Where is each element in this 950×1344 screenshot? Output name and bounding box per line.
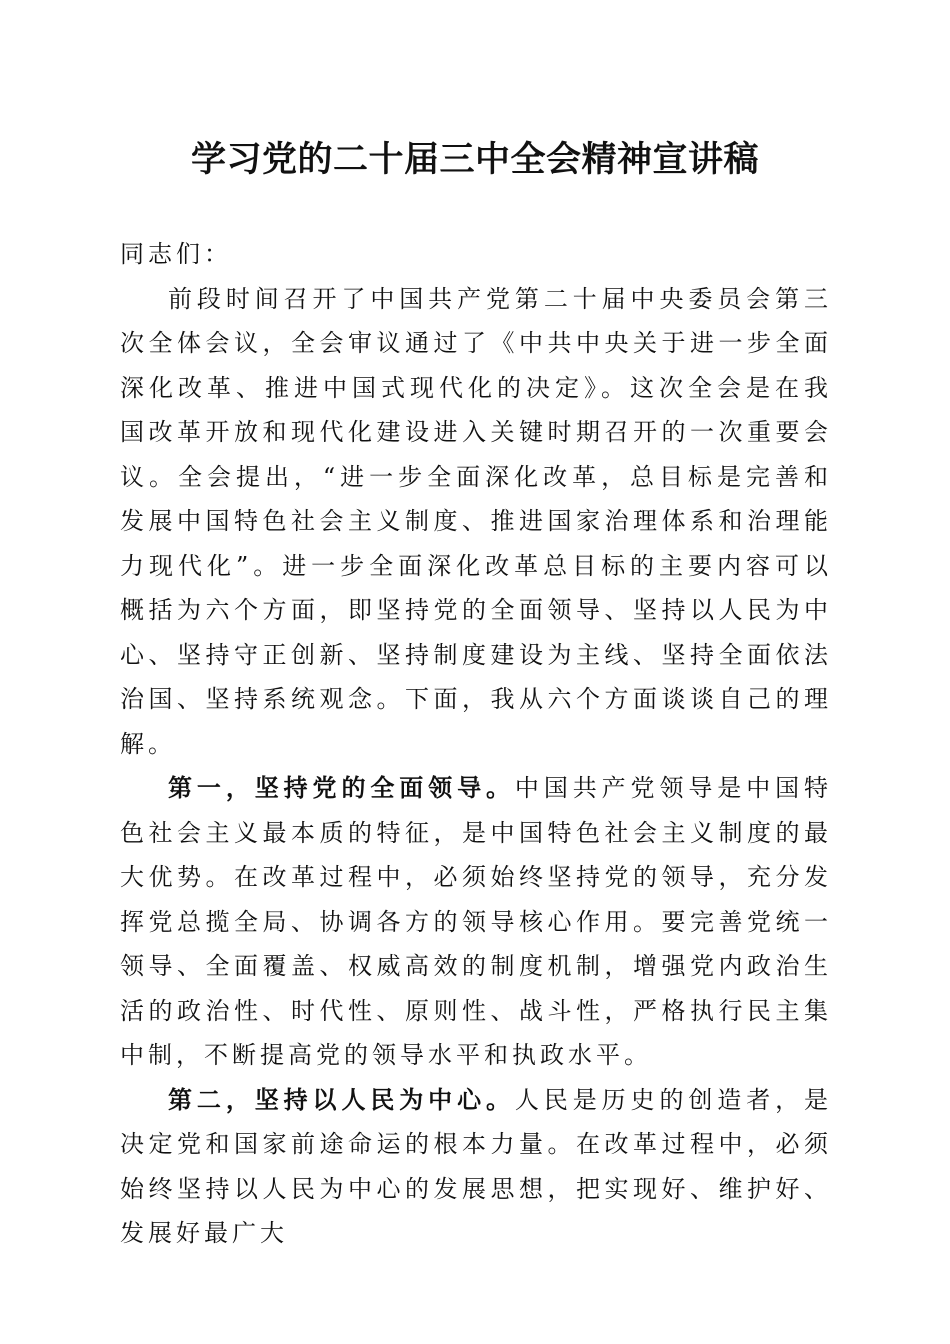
section-paragraph-1 bbox=[120, 766, 832, 1078]
document-title: 学习党的二十届三中全会精神宣讲稿 bbox=[190, 139, 759, 180]
section-paragraph-2 bbox=[120, 1078, 832, 1256]
document-body bbox=[120, 232, 832, 1256]
intro-paragraph: 前段时间召开了中国共产党第二十届中央委员会第三次全体会议，全会审议通过了《中共中央关于进一步全面深化改革、推进中国式现代化的决定》。这次全会是在我国改革开放和现代化建设进入关键时期召开的一次重要会议。全会提出，“进一步全面深化改革，总目标是完善和发展中国特色社会主义制度、推进国家治理体系和治理能力现代化”。进一步全面深化改革总目标的主要内容可以概括为六个方面，即坚持党的全面领导、坚持以人民为中心、坚持守正创新、坚持制度建设为主线、坚持全面依法治国、坚持系统观念。下面，我从六个方面谈谈自己的理解。 bbox=[120, 284, 832, 758]
section-text-2: 人民是历史的创造者，是决定党和国家前途命运的根本力量。在改革过程中，必须始终坚持以人民为中心的发展思想，把实现好、维护好、发展好最广大 bbox=[120, 1085, 833, 1247]
section-text-1: 中国共产党领导是中国特色社会主义最本质的特征，是中国特色社会主义制度的最大优势。在改革过程中，必须始终坚持党的领导，充分发挥党总揽全局、协调各方的领导核心作用。要完善党统一领导、全面覆盖、权威高效的制度机制，增强党内政治生活的政治性、时代性、原则性、战斗性，严格执行民主集中制，不断提高党的领导水平和执政水平。 bbox=[120, 774, 833, 1069]
salutation: 同志们： bbox=[120, 240, 232, 268]
section-lead-2: 第二，坚持以人民为中心。 bbox=[168, 1084, 515, 1114]
section-lead-1: 第一，坚持党的全面领导。 bbox=[168, 773, 515, 802]
